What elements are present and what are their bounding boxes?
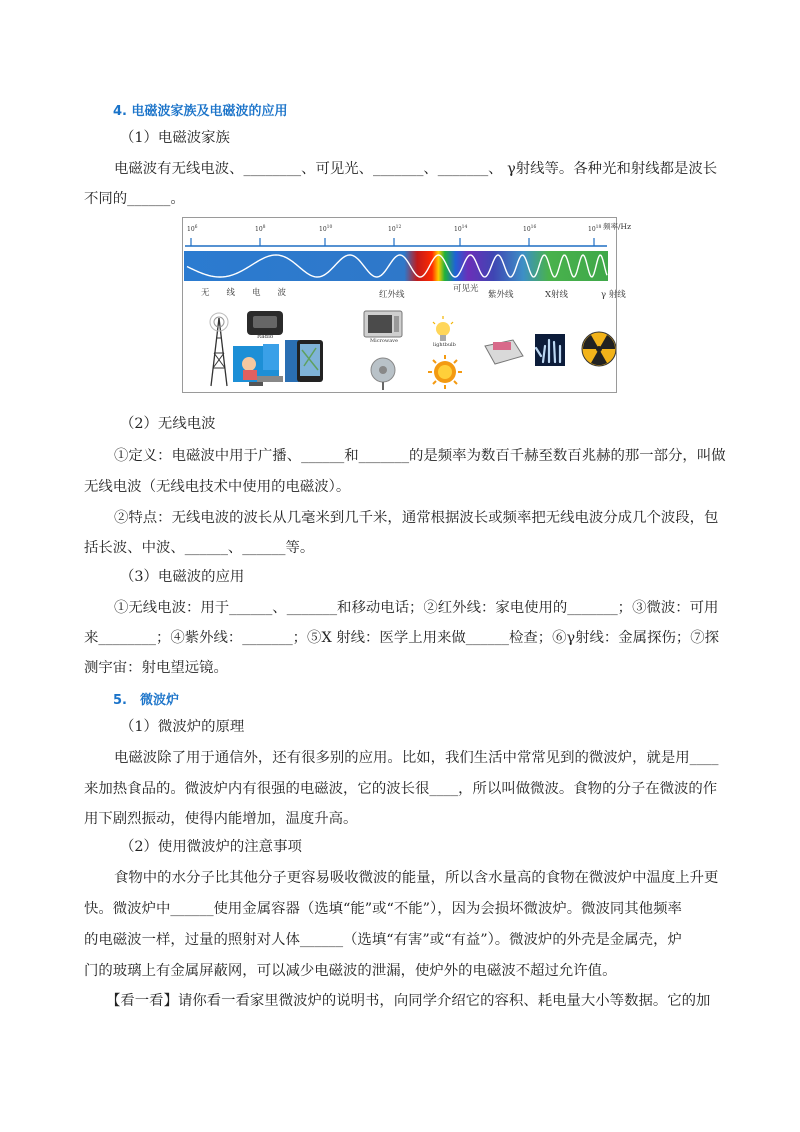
- band-label-xray: X射线: [545, 290, 569, 300]
- band-label-visible: 可见光: [453, 284, 479, 294]
- paragraph-line: 的电磁波一样，过量的照射对人体______（选填“有害”或“有益”）。微波炉的外壳是金属壳，炉: [84, 932, 682, 948]
- sun-icon: [428, 355, 462, 389]
- band-label-radio: 无 线 电 波: [201, 288, 287, 298]
- paragraph-line: 快。微波炉中______使用金属容器（选填“能”或“不能”），因为会损坏微波炉。微波同其他频率: [84, 901, 682, 917]
- radio-icon: [247, 311, 283, 335]
- section-4-title: 4. 电磁波家族及电磁波的应用: [113, 104, 288, 119]
- tick-label: $10^{18}$: [588, 225, 602, 233]
- band-label-gamma: γ 射线: [601, 290, 626, 300]
- paragraph-line: 食物中的水分子比其他分子更容易吸收微波的能量，所以含水量高的食物在微波炉中温度上升更: [114, 870, 719, 886]
- radiation-icon: [582, 332, 616, 366]
- radio-tower-icon: [210, 313, 228, 386]
- paragraph-line: ②特点：无线电波的波长从几毫米到几千米，通常根据波长或频率把无线电波分成几个波段，包: [114, 510, 719, 526]
- radio-caption: Radio: [257, 334, 274, 340]
- frequency-unit-label: 频率/Hz: [603, 222, 632, 231]
- paragraph-line: 无线电波（无线电技术中使用的电磁波）。: [84, 479, 351, 495]
- tick-label: $10^{10}$: [319, 225, 333, 233]
- paragraph-line: 电磁波有无线电波、________、可见光、_______、_______、 γ射线等。各种光和射线都是波长: [114, 161, 718, 177]
- tick-label: $10^8$: [255, 225, 266, 233]
- lightbulb-icon: [433, 316, 453, 341]
- axis-ticks: [191, 238, 594, 246]
- subsection-title: （3）电磁波的应用: [120, 569, 245, 585]
- band-label-infrared: 红外线: [379, 290, 405, 300]
- paragraph-line: 门的玻璃上有金属屏蔽网，可以减少电磁波的泄漏，使炉外的电磁波不超过允许值。: [84, 963, 617, 979]
- paragraph-line: ①定义：电磁波中用于广播、______和_______的是频率为数百千赫至数百兆赫的那一部分，叫做: [114, 448, 726, 464]
- subsection-title: （2）使用微波炉的注意事项: [120, 839, 302, 855]
- phone-icon: [297, 340, 323, 382]
- subsection-title: （2）无线电波: [120, 416, 216, 432]
- lightbulb-caption: lightbulb: [433, 342, 456, 348]
- band-label-uv: 紫外线: [488, 290, 514, 300]
- em-spectrum-figure: [182, 217, 632, 393]
- paragraph-line: 电磁波除了用于通信外，还有很多别的应用。比如，我们生活中常常见到的微波炉，就是用____: [114, 750, 719, 766]
- heater-icon: [371, 358, 395, 390]
- money-detector-icon: [485, 340, 523, 364]
- section-5-title: 5. 微波炉: [113, 693, 179, 708]
- tick-label: $10^{12}$: [388, 225, 402, 233]
- paragraph-line: 测宇宙：射电望远镜。: [84, 660, 228, 676]
- microwave-icon: [364, 311, 402, 337]
- tick-label: $10^6$: [187, 225, 198, 233]
- tick-label: $10^{16}$: [523, 225, 537, 233]
- paragraph-line: 来________；④紫外线：_______；⑤X 射线：医学上用来做______检查；⑥γ射线：金属探伤；⑦探: [84, 630, 720, 646]
- paragraph-line: 【看一看】请你看一看家里微波炉的说明书，向同学介绍它的容积、耗电量大小等数据。它的加: [106, 993, 711, 1009]
- paragraph-line: 括长波、中波、______、______等。: [84, 540, 315, 556]
- xray-hand-icon: [535, 334, 565, 366]
- paragraph-line: 不同的______。: [84, 191, 185, 207]
- subsection-title: （1）微波炉的原理: [120, 719, 245, 735]
- paragraph-line: 来加热食品的。微波炉内有很强的电磁波，它的波长很____，所以叫做微波。食物的分子在微波的作: [84, 781, 718, 797]
- paragraph-line: ①无线电波：用于______、_______和移动电话；②红外线：家电使用的_______；③微波：可用: [114, 600, 719, 616]
- microwave-caption: Microwave: [370, 338, 398, 344]
- tick-label: $10^{14}$: [454, 225, 468, 233]
- subsection-title: （1）电磁波家族: [120, 130, 230, 146]
- spectrum-graphic: [183, 218, 616, 392]
- paragraph-line: 用下剧烈振动，使得内能增加，温度升高。: [84, 811, 358, 827]
